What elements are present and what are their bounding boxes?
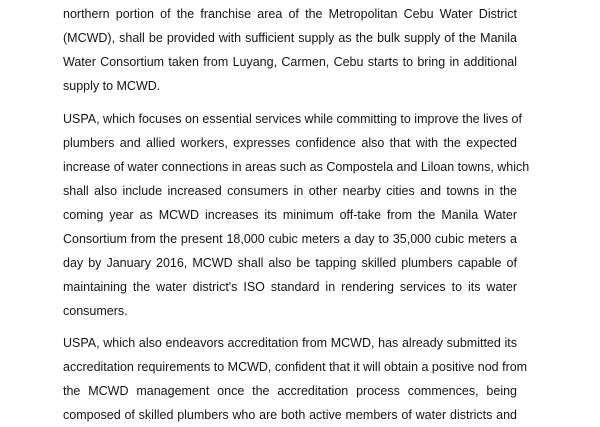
text-line: coming year as MCWD increases its minimum off-take from the Manila Water [63, 208, 517, 222]
text-line: USPA, which focuses on essential services while committing to improve the lives of [63, 112, 522, 126]
text-line: increase of water connections in areas such as Compostela and Liloan towns, which [63, 160, 530, 174]
text-line: supply to MCWD. [63, 79, 161, 93]
text-line: Water Consortium taken from Luyang, Carmen, Cebu starts to bring in additional [63, 55, 517, 69]
text-line: day by January 2016, MCWD shall also be tapping skilled plumbers capable of [63, 256, 517, 270]
text-line: plumbers and allied workers, expresses confidence also that with the expected [63, 136, 517, 150]
text-line: shall also include increased consumers in other nearby cities and towns in the [63, 184, 517, 198]
text-line: accreditation requirements to MCWD, confident that it will obtain a positive nod from [63, 360, 528, 374]
text-line: composed of skilled plumbers who are both active members of water districts and [63, 408, 517, 422]
text-line: maintaining the water district's ISO standard in rendering services to its water [63, 280, 517, 294]
text-line: (MCWD), shall be provided with sufficient supply as the bulk supply of the Manila [63, 31, 517, 45]
text-line: northern portion of the franchise area of the Metropolitan Cebu Water District [63, 7, 517, 21]
text-line: USPA, which also endeavors accreditation from MCWD, has already submitted its [63, 336, 517, 350]
text-line: consumers. [63, 304, 128, 318]
text-line: Consortium from the present 18,000 cubic meters a day to 35,000 cubic meters a [63, 232, 517, 246]
text-line: the MCWD management once the accreditation process commences, being [63, 384, 517, 398]
